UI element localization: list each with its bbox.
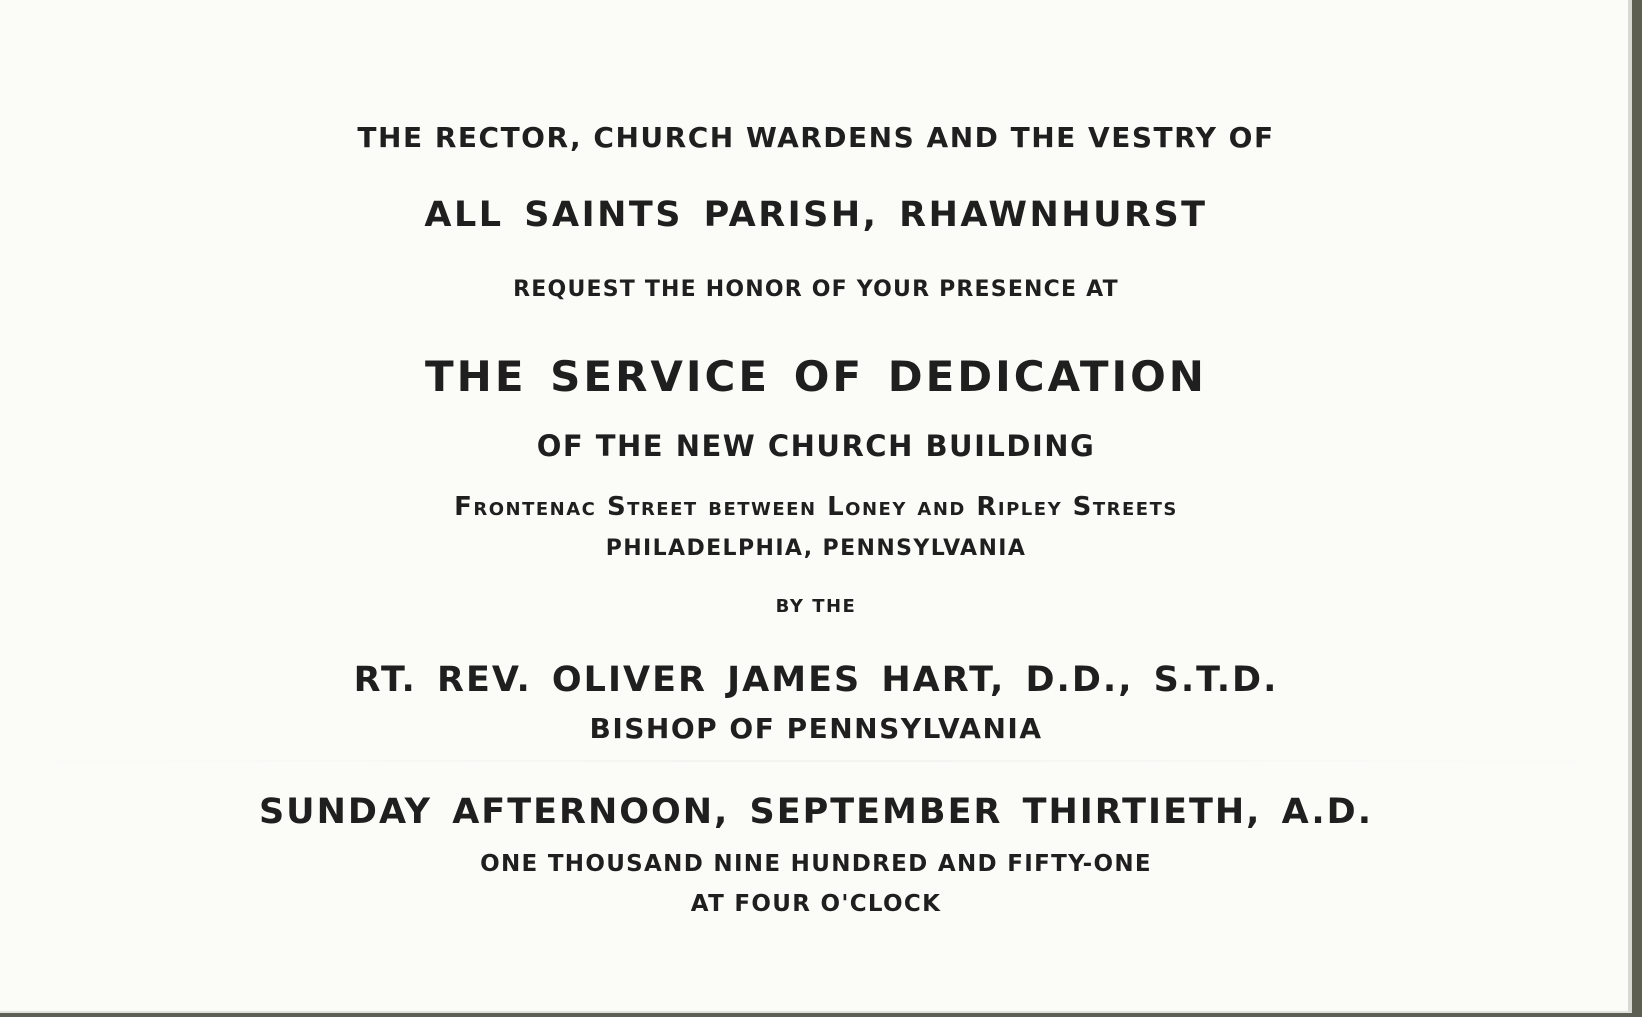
by-the-line: BY THE (775, 596, 857, 617)
request-line: REQUEST THE HONOR OF YOUR PRESENCE AT (513, 277, 1119, 302)
parish-name: ALL SAINTS PARISH, RHAWNHURST (424, 195, 1208, 235)
event-time: AT FOUR O'CLOCK (690, 891, 942, 917)
officiant-name: RT. REV. OLIVER JAMES HART, D.D., S.T.D. (353, 660, 1279, 700)
hosts-line: THE RECTOR, CHURCH WARDENS AND THE VESTRY OF (357, 121, 1275, 154)
street-address: Frontenac Street between Loney and Ripley Streets (454, 492, 1178, 522)
city-state: PHILADELPHIA, PENNSYLVANIA (605, 536, 1027, 561)
event-year: ONE THOUSAND NINE HUNDRED AND FIFTY-ONE (480, 851, 1152, 877)
event-title: THE SERVICE OF DEDICATION (425, 352, 1207, 401)
event-date: SUNDAY AFTERNOON, SEPTEMBER THIRTIETH, A.D. (258, 792, 1374, 832)
event-subtitle: OF THE NEW CHURCH BUILDING (536, 429, 1096, 463)
officiant-title: BISHOP OF PENNSYLVANIA (589, 712, 1043, 745)
